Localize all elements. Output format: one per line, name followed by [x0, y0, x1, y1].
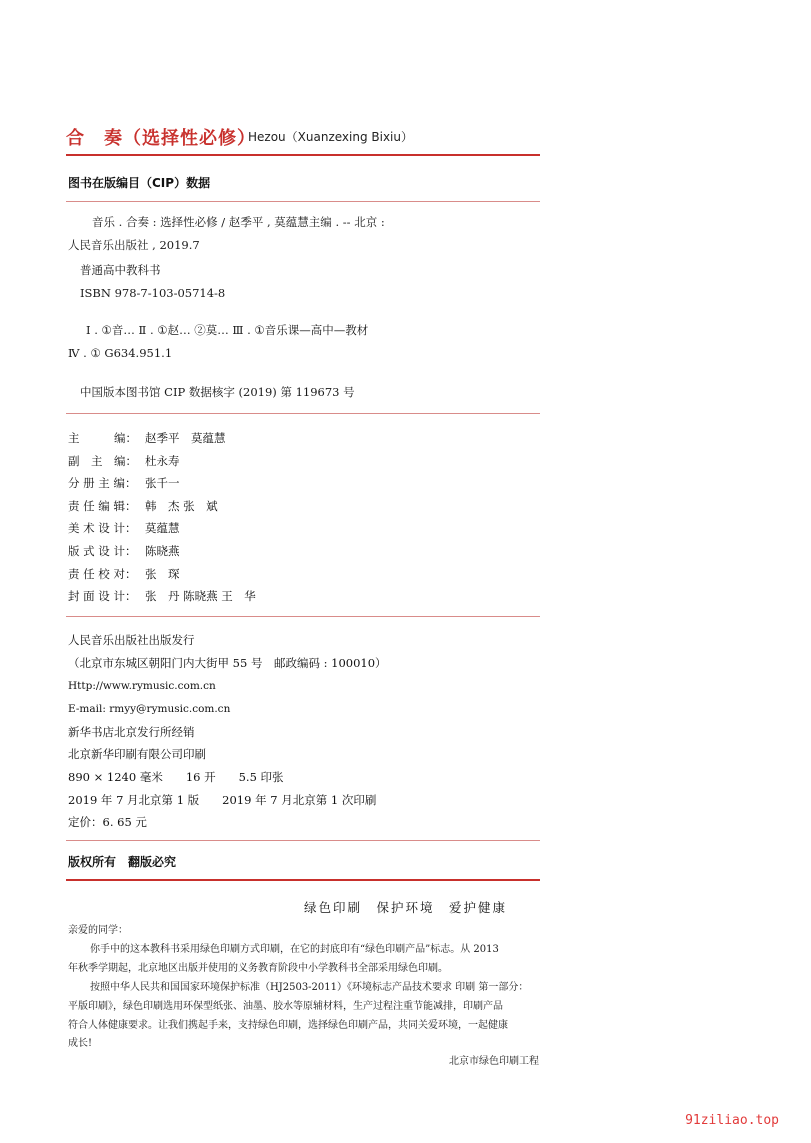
cip-record-number: 中国版本图书馆 CIP 数据核字 (2019) 第 119673 号: [80, 385, 355, 399]
staff-value: 韩 杰 张 斌: [145, 499, 218, 513]
staff-label: 封 面 设 计：: [68, 589, 137, 603]
cip-line: Ⅰ . ①音… Ⅱ . ①赵… ②莫… Ⅲ . ①音乐课—高中—教材: [86, 323, 369, 337]
staff-label: 主 编：: [68, 431, 137, 445]
cip-heading: 图书在版编目（CIP）数据: [68, 176, 211, 190]
staff-value: 赵季平 莫蕴慧: [145, 431, 226, 445]
staff-value: 张 琛: [145, 567, 180, 581]
staff-label: 责 任 编 辑：: [68, 499, 137, 513]
cip-isbn: ISBN 978-7-103-05714-8: [80, 286, 226, 300]
printer: 北京新华印刷有限公司印刷: [68, 747, 206, 761]
divider: [66, 616, 540, 617]
staff-label: 副 主 编：: [68, 454, 137, 468]
site-watermark: 91ziliao.top: [685, 1113, 779, 1128]
header-rule: [66, 154, 540, 156]
publisher-address: （北京市东城区朝阳门内大街甲 55 号 邮政编码 : 100010）: [68, 656, 387, 670]
note-signature: 北京市绿色印刷工程: [449, 1056, 539, 1067]
publisher-email: E-mail: rmyy@rymusic.com.cn: [68, 703, 231, 715]
staff-label: 分 册 主 编：: [68, 476, 137, 490]
staff-value: 张 丹 陈晓燕 王 华: [145, 589, 256, 603]
green-printing-title: 绿色印刷 保护环境 爱护健康: [303, 900, 507, 915]
note-paragraph-line: 按照中华人民共和国国家环境保护标准（HJ2503-2011）《环境标志产品技术要求 印刷 第一部分：: [90, 982, 529, 993]
bottom-rule: [66, 879, 540, 881]
cip-line: 人民音乐出版社 , 2019.7: [68, 238, 200, 252]
cip-line: 音乐 . 合奏 : 选择性必修 / 赵季平 , 莫蕴慧主编 . -- 北京 :: [92, 215, 385, 229]
staff-label: 版 式 设 计：: [68, 544, 137, 558]
cip-line: 普通高中教科书: [80, 263, 161, 277]
publisher-website: Http://www.rymusic.com.cn: [68, 680, 216, 692]
format-info: 890 × 1240 毫米 16 开 5.5 印张: [68, 770, 284, 784]
staff-value: 杜永寿: [145, 454, 180, 468]
note-paragraph-line: 符合人体健康要求。让我们携起手来，支持绿色印刷，选择绿色印刷产品，共同关爱环境，一起健康: [68, 1020, 508, 1031]
note-greeting: 亲爱的同学：: [68, 925, 128, 936]
price: 定价：6. 65 元: [68, 815, 147, 829]
divider: [66, 413, 540, 414]
divider: [66, 201, 540, 202]
note-paragraph-line: 成长!: [68, 1038, 93, 1049]
copyright-notice: 版权所有 翻版必究: [68, 855, 177, 869]
book-title: 合 奏（选择性必修）: [66, 128, 256, 149]
distributor: 新华书店北京发行所经销: [68, 725, 195, 739]
book-title-pinyin: Hezou（Xuanzexing Bixiu）: [248, 130, 413, 144]
staff-label: 责 任 校 对：: [68, 567, 137, 581]
cip-line: Ⅳ . ① G634.951.1: [68, 346, 173, 360]
edition-info: 2019 年 7 月北京第 1 版 2019 年 7 月北京第 1 次印刷: [68, 793, 377, 807]
staff-value: 陈晓燕: [145, 544, 180, 558]
note-paragraph-line: 平版印刷》，绿色印刷选用环保型纸张、油墨、胶水等原辅材料，生产过程注重节能减排，印刷产品: [68, 1001, 503, 1012]
staff-value: 莫蕴慧: [145, 521, 180, 535]
publisher-name: 人民音乐出版社出版发行: [68, 633, 195, 647]
divider: [66, 840, 540, 841]
note-paragraph-line: 你手中的这本教科书采用绿色印刷方式印刷，在它的封底印有“绿色印刷产品”标志。从 2013: [90, 944, 499, 955]
staff-label: 美 术 设 计：: [68, 521, 137, 535]
staff-value: 张千一: [145, 476, 180, 490]
note-paragraph-line: 年秋季学期起，北京地区出版并使用的义务教育阶段中小学教科书全部采用绿色印刷。: [68, 963, 448, 974]
